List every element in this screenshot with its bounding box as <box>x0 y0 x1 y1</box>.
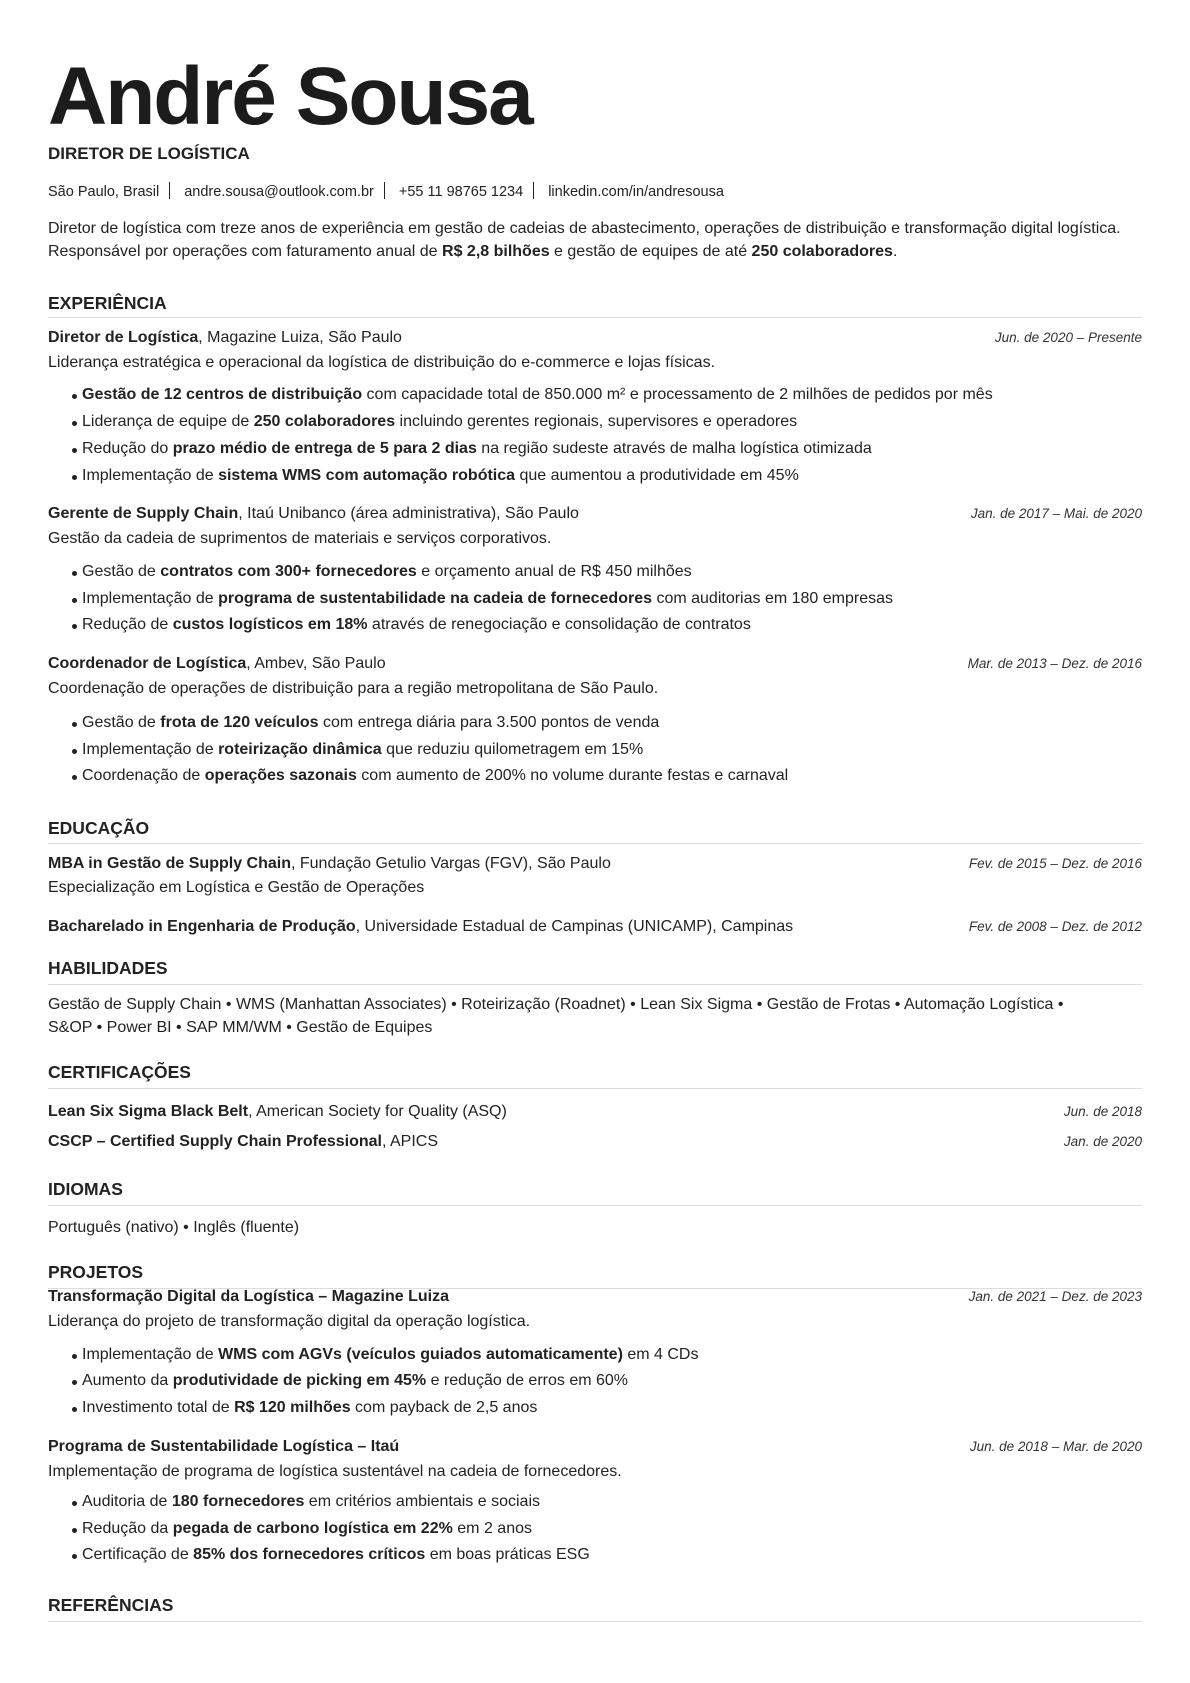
section-heading-languages: IDIOMAS <box>48 1179 123 1199</box>
job-role: Diretor de Logística <box>48 329 199 346</box>
summary-text: . <box>892 242 898 260</box>
job-dates: Jan. de 2017 – Mai. de 2020 <box>970 506 1142 521</box>
contact-location: São Paulo, Brasil <box>48 184 160 200</box>
education-note: Especialização em Logística e Gestão de Operações <box>48 879 425 896</box>
project-description: Liderança do projeto de transformação digital da operação logística. <box>48 1313 531 1330</box>
job-org: , Ambev, São Paulo <box>246 655 386 672</box>
bullet-item: Investimento total de R$ 120 milhões com payback de 2,5 anos <box>82 1399 538 1416</box>
bullet-item: Implementação de sistema WMS com automação robótica que aumentou a produtividade em 45% <box>82 467 799 484</box>
job-title-line <box>48 656 386 672</box>
education-entry <box>48 856 611 872</box>
candidate-name: André Sousa <box>48 51 532 142</box>
job-role: Gerente de Supply Chain <box>48 505 239 522</box>
degree: Bacharelado in Engenharia de Produção <box>48 918 356 935</box>
project-title: Transformação Digital da Logística – Magazine Luiza <box>48 1288 449 1305</box>
school: , Fundação Getulio Vargas (FGV), São Paulo <box>290 855 611 872</box>
certification-entry <box>48 1134 438 1150</box>
certification-name: CSCP – Certified Supply Chain Professional <box>48 1133 382 1150</box>
bullet-item: Implementação de programa de sustentabilidade na cadeia de fornecedores com auditorias em 180 empresas <box>82 590 893 607</box>
contact-email[interactable]: andre.sousa@outlook.com.br <box>184 184 374 200</box>
divider <box>384 182 385 199</box>
summary-text: Diretor de logística com treze anos de experiência em gestão de cadeias de abastecimento, operações de distribuição e transformação digital logística. Responsável por operações com faturamento anual de <box>48 220 1121 260</box>
bullet-item: Gestão de frota de 120 veículos com entrega diária para 3.500 pontos de venda <box>82 714 660 731</box>
skills-line: Gestão de Supply Chain • WMS (Manhattan Associates) • Roteirização (Roadnet) • Lean Six Sigma • Gestão de Frotas • Automação Logística • <box>48 996 1064 1013</box>
bullet-item: Redução de custos logísticos em 18% através de renegociação e consolidação de contratos <box>82 616 751 633</box>
bullet-item: Auditoria de 180 fornecedores em critérios ambientais e sociais <box>82 1493 540 1510</box>
project-description: Implementação de programa de logística sustentável na cadeia de fornecedores. <box>48 1463 622 1480</box>
section-heading-experience: EXPERIÊNCIA <box>48 293 167 313</box>
contact-line <box>48 182 724 200</box>
skills-line: S&OP • Power BI • SAP MM/WM • Gestão de Equipes <box>48 1019 433 1036</box>
bullet-item: Redução do prazo médio de entrega de 5 para 2 dias na região sudeste através de malha logística otimizada <box>82 440 872 457</box>
bullet-item: Implementação de WMS com AGVs (veículos guiados automaticamente) em 4 CDs <box>82 1346 699 1363</box>
section-divider <box>48 1205 1142 1206</box>
divider <box>169 182 170 199</box>
section-divider <box>48 843 1142 844</box>
education-dates: Fev. de 2008 – Dez. de 2012 <box>968 919 1142 934</box>
section-heading-education: EDUCAÇÃO <box>48 818 150 838</box>
section-heading-references: REFERÊNCIAS <box>48 1595 174 1615</box>
bullet-item: Aumento da produtividade de picking em 45% e redução de erros em 60% <box>82 1372 629 1389</box>
job-title-line <box>48 330 402 346</box>
candidate-title: DIRETOR DE LOGÍSTICA <box>48 144 250 163</box>
job-org: , Magazine Luiza, São Paulo <box>198 329 402 346</box>
job-org: , Itaú Unibanco (área administrativa), São Paulo <box>238 505 579 522</box>
section-heading-skills: HABILIDADES <box>48 958 168 978</box>
languages-line: Português (nativo) • Inglês (fluente) <box>48 1219 300 1236</box>
certification-name: Lean Six Sigma Black Belt <box>48 1103 249 1120</box>
section-heading-projects: PROJETOS <box>48 1262 143 1282</box>
certification-date: Jun. de 2018 <box>1063 1104 1142 1119</box>
contact-phone[interactable]: +55 11 98765 1234 <box>398 184 524 200</box>
job-dates: Jun. de 2020 – Presente <box>994 330 1142 345</box>
bullet-item: Gestão de 12 centros de distribuição com capacidade total de 850.000 m² e processamento de 2 milhões de pedidos por mês <box>82 386 993 403</box>
bullet-item: Redução da pegada de carbono logística em 22% em 2 anos <box>82 1520 532 1537</box>
degree: MBA in Gestão de Supply Chain <box>48 855 291 872</box>
certification-issuer: , American Society for Quality (ASQ) <box>248 1103 507 1120</box>
bullet-item: Certificação de 85% dos fornecedores críticos em boas práticas ESG <box>82 1546 590 1563</box>
summary <box>48 218 1142 263</box>
certification-entry <box>48 1104 507 1120</box>
job-role: Coordenador de Logística <box>48 655 247 672</box>
section-divider <box>48 1621 1142 1622</box>
section-heading-certifications: CERTIFICAÇÕES <box>48 1062 191 1082</box>
summary-highlight: 250 colaboradores <box>751 242 893 260</box>
certification-date: Jan. de 2020 <box>1063 1134 1142 1149</box>
bullet-item: Implementação de roteirização dinâmica que reduziu quilometragem em 15% <box>82 741 644 758</box>
project-dates: Jun. de 2018 – Mar. de 2020 <box>969 1439 1142 1454</box>
bullet-item: Gestão de contratos com 300+ fornecedores e orçamento anual de R$ 450 milhões <box>82 563 692 580</box>
education-dates: Fev. de 2015 – Dez. de 2016 <box>968 856 1142 871</box>
school: , Universidade Estadual de Campinas (UNICAMP), Campinas <box>355 918 794 935</box>
contact-linkedin[interactable]: linkedin.com/in/andresousa <box>548 184 724 200</box>
section-divider <box>48 984 1142 985</box>
divider <box>533 182 534 199</box>
project-dates: Jan. de 2021 – Dez. de 2023 <box>968 1289 1142 1304</box>
project-title: Programa de Sustentabilidade Logística – Itaú <box>48 1438 400 1455</box>
job-dates: Mar. de 2013 – Dez. de 2016 <box>967 656 1142 671</box>
education-entry <box>48 919 793 935</box>
job-title-line <box>48 506 579 522</box>
certification-issuer: , APICS <box>382 1133 439 1150</box>
section-divider <box>48 1088 1142 1089</box>
summary-highlight: R$ 2,8 bilhões <box>442 242 550 260</box>
job-description: Coordenação de operações de distribuição para a região metropolitana de São Paulo. <box>48 680 659 697</box>
summary-text: e gestão de equipes de até <box>549 242 752 260</box>
job-description: Gestão da cadeia de suprimentos de materiais e serviços corporativos. <box>48 530 552 547</box>
bullet-item: Liderança de equipe de 250 colaboradores incluindo gerentes regionais, supervisores e operadores <box>82 413 798 430</box>
section-divider <box>48 317 1142 318</box>
job-description: Liderança estratégica e operacional da logística de distribuição do e-commerce e lojas físicas. <box>48 354 716 371</box>
bullet-item: Coordenação de operações sazonais com aumento de 200% no volume durante festas e carnaval <box>82 767 789 784</box>
